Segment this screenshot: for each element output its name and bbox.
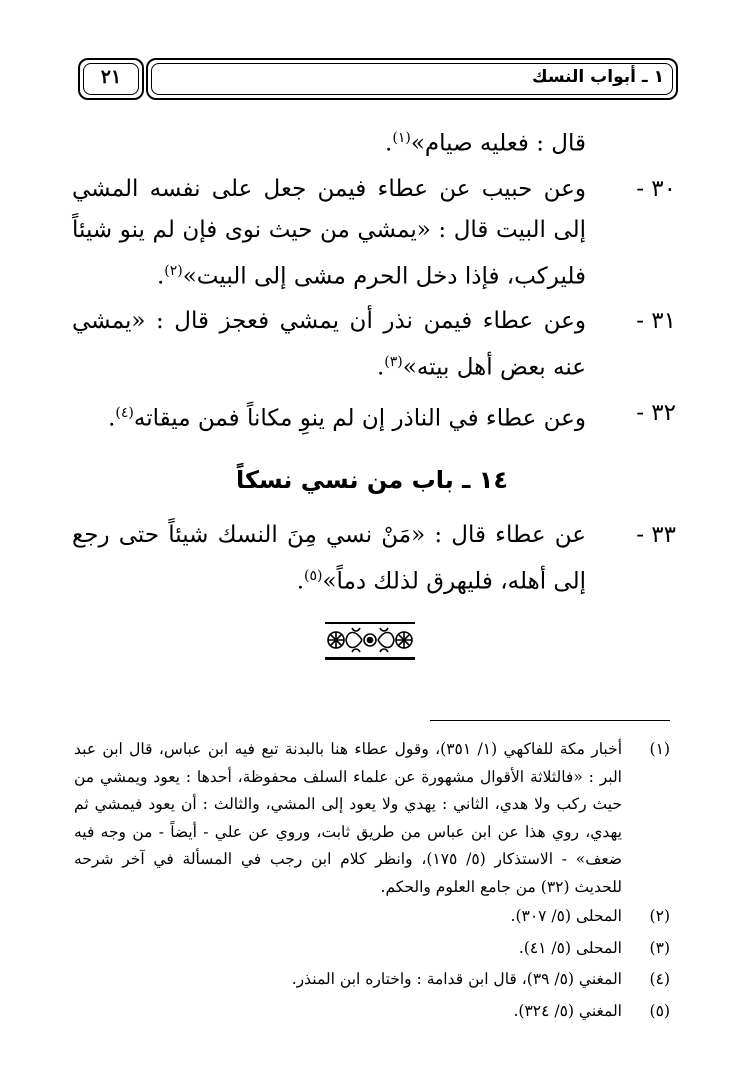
footnote-number: (١) bbox=[649, 740, 670, 758]
period: . bbox=[156, 263, 165, 290]
lead-text: قال : فعليه صيام» bbox=[410, 130, 586, 157]
paragraph-text: وعن عطاء فيمن نذر أن يمشي فعجز قال : «يمشي عنه بعض أهل بيته» bbox=[72, 308, 586, 381]
footnote-5 bbox=[74, 998, 670, 1026]
paragraph-text: عن عطاء قال : «مَنْ نسي مِنَ النسك شيئاً حتى رجع إلى أهله، فليهرق لذلك دماً» bbox=[72, 521, 586, 595]
footnote-ref: (١) bbox=[392, 130, 411, 146]
paragraph-31 bbox=[72, 301, 676, 389]
running-header bbox=[78, 58, 678, 100]
footnote-number: (٣) bbox=[649, 938, 670, 957]
paragraph-32 bbox=[72, 393, 676, 440]
floral-ornament-icon bbox=[322, 618, 418, 664]
page-number-frame bbox=[78, 58, 144, 100]
period: . bbox=[385, 130, 393, 157]
footnote-2 bbox=[74, 903, 670, 931]
footnote-number: (٢) bbox=[649, 907, 670, 925]
period: . bbox=[108, 405, 116, 432]
paragraph-number: ٣٣ - bbox=[636, 521, 676, 548]
footnotes bbox=[74, 736, 670, 1029]
lead-paragraph bbox=[72, 118, 672, 165]
footnote-divider bbox=[430, 720, 670, 721]
footnote-ref: (٢) bbox=[164, 262, 183, 279]
header-title-frame bbox=[146, 58, 678, 100]
footnote-text: المحلى (٥/ ٣٠٧). bbox=[510, 907, 622, 925]
footnote-number: (٤) bbox=[649, 970, 670, 988]
footnote-text: أخبار مكة للفاكهي (١/ ٣٥١)، وقول عطاء هنا بالبدنة تبع فيه ابن عباس، قال ابن عبد البر : «فالثلاثة الأقوال مشهورة عن علماء السلف محفوظة، أحدها : يعود ويمشي من حيث ركب ولا هدي، الثاني : يهدي ولا يعود إلى المشي، والثالث : أن يعود فيمشي ثم يهدي، روي هذا عن ابن عباس من طريق ثابت، وروي عن علي - أيضاً - من وجه فيه ضعف» - الاستذكار (٥/ ١٧٥)، وانظر كلام ابن رجب في المسألة في آخر شرحه للحديث (٣٢) من جامع العلوم والحكم. bbox=[74, 740, 623, 896]
header-title: ١ ـ أبواب النسك bbox=[531, 67, 664, 87]
footnote-4 bbox=[74, 966, 670, 994]
footnote-ref: (٣) bbox=[384, 354, 403, 371]
paragraph-text: وعن حبيب عن عطاء فيمن جعل على نفسه المشي إلى البيت قال : «يمشي من حيث نوى فإن لم ينو شيئاً فليركب، فإذا دخل الحرم مشى إلى البيت» bbox=[72, 175, 586, 290]
paragraph-33 bbox=[72, 515, 676, 603]
period: . bbox=[296, 568, 305, 595]
chapter-heading: ١٤ ـ باب من نسي نسكاً bbox=[236, 465, 508, 494]
paragraph-number: ٣٠ - bbox=[636, 175, 676, 202]
footnote-3 bbox=[74, 935, 670, 963]
footnote-text: المغني (٥/ ٣٢٤). bbox=[513, 1001, 622, 1020]
paragraph-number: ٣٢ - bbox=[636, 399, 676, 426]
period: . bbox=[376, 354, 385, 381]
paragraph-30 bbox=[72, 169, 676, 298]
footnote-text: المحلى (٥/ ٤١). bbox=[518, 938, 622, 957]
footnote-ref: (٥) bbox=[304, 567, 323, 584]
main-text bbox=[72, 118, 676, 606]
page-number: ٢١ bbox=[100, 66, 122, 88]
footnote-number: (٥) bbox=[649, 1001, 670, 1020]
footnote-ref: (٤) bbox=[115, 404, 134, 421]
paragraph-text: وعن عطاء في الناذر إن لم ينوِ مكاناً فمن ميقاته bbox=[133, 405, 586, 432]
footnote-text: المغني (٥/ ٣٩)، قال ابن قدامة : واختاره ابن المنذر. bbox=[291, 970, 622, 988]
paragraph-number: ٣١ - bbox=[636, 308, 676, 335]
footnote-1 bbox=[74, 736, 670, 901]
